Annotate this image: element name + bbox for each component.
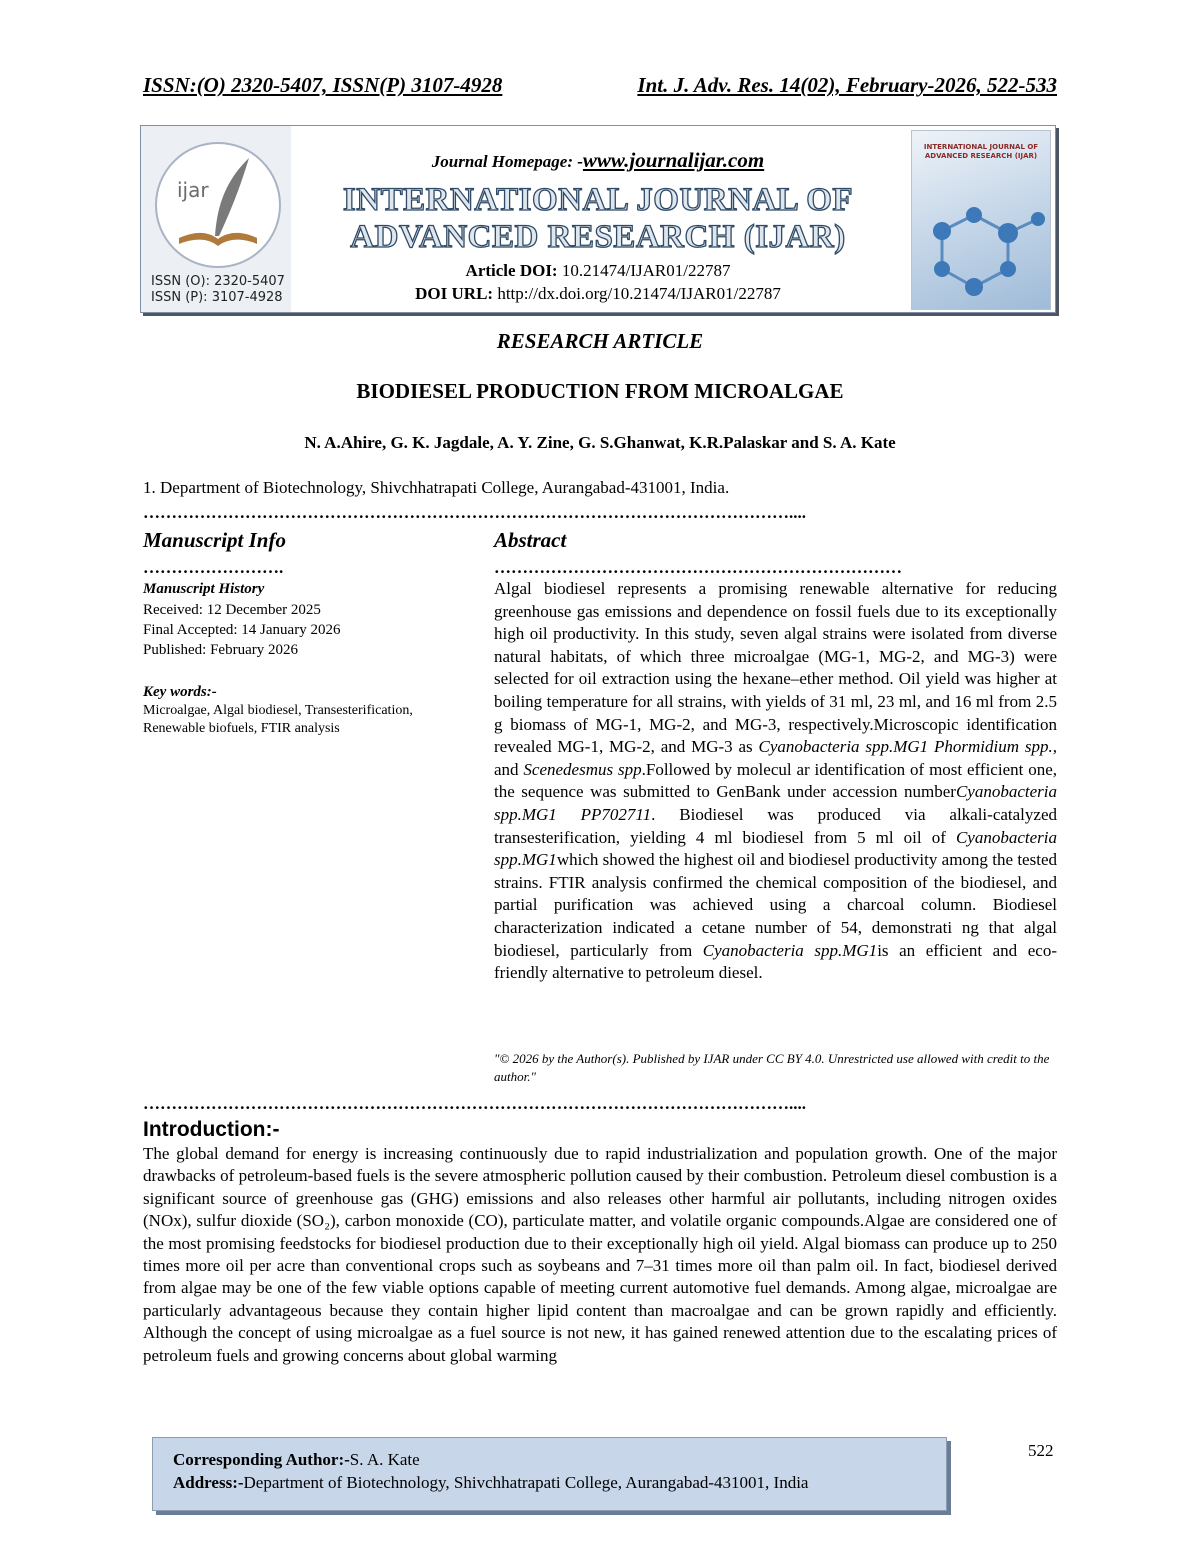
manuscript-history-title: Manuscript History (143, 581, 265, 597)
doi-url (293, 283, 903, 305)
abstract-text: . Biodiesel was produced via alkali-catalyzed transesterification, yielding 4 ml biodiesel from 5 ml oil of (494, 804, 1057, 847)
page-number: 522 (1028, 1441, 1054, 1460)
molecule-icon (912, 191, 1050, 309)
logo-issn-online: ISSN (O): 2320-5407 (151, 274, 285, 289)
cover-title: INTERNATIONAL JOURNAL OF ADVANCED RESEARCH (IJAR) (923, 143, 1039, 160)
journal-cover-thumbnail (911, 130, 1051, 310)
affiliation: 1. Department of Biotechnology, Shivchhatrapati College, Aurangabad-431001, India. (143, 478, 730, 497)
abstract-body (494, 578, 1057, 985)
corresponding-author-box (152, 1437, 947, 1511)
logo-emblem (155, 142, 281, 268)
abstract-text: , and (494, 737, 1057, 779)
paper-title: BIODIESEL PRODUCTION FROM MICROALGAE (356, 379, 844, 403)
doi-label: Article DOI: (465, 261, 558, 280)
author-list: N. A.Ahire, G. K. Jagdale, A. Y. Zine, G. S.Ghanwat, K.R.Palaskar and S. A. Kate (304, 433, 896, 452)
quill-book-icon (157, 144, 279, 266)
doi-url-link[interactable]: http://dx.doi.org/10.21474/IJAR01/22787 (493, 284, 781, 303)
logo-text: ijar (177, 178, 209, 202)
abstract-species: Cyanobacteria spp.MG1 Phormidium spp. (758, 737, 1053, 757)
logo-issn-block (151, 274, 285, 306)
published-date: Published: February 2026 (143, 642, 298, 658)
running-header-citation: Int. J. Adv. Res. 14(02), February-2026, 522-533 (637, 73, 1057, 97)
corresponding-author-label: Corresponding Author:- (173, 1450, 350, 1469)
journal-title-line2: ADVANCED RESEARCH (IJAR) (350, 219, 846, 255)
journal-homepage (293, 148, 903, 174)
manuscript-info-heading: Manuscript Info (143, 528, 286, 552)
manuscript-info-dots: ……………………. (143, 561, 284, 577)
abstract-text: which showed the highest oil and biodiesel productivity among the tested strains. FTIR analysis confirmed the chemical composition of the biodiesel, and partial purification was achieved using a charcoal column. Biodiesel characterization indicated a cetane number of 54, demonstrati ng that algal biodiesel, particularly from (494, 850, 1057, 960)
abstract-text: is an efficient and eco-friendly alternative to petroleum diesel. (494, 940, 1057, 983)
address-value: Department of Biotechnology, Shivchhatrapati College, Aurangabad-431001, India (243, 1473, 809, 1492)
received-date: Received: 12 December 2025 (143, 602, 321, 618)
author-address (173, 1472, 808, 1494)
homepage-link[interactable]: www.journalijar.com (582, 148, 765, 172)
doi-url-label: DOI URL: (415, 284, 494, 303)
abstract-text: Algal biodiesel represents a promising renewable alternative for reducing greenhouse gas emissions and dependence on fossil fuels due to its exceptionally high oil productivity. In this study, seven algal strains were isolated from diverse natural habitats, of which three microalgae (MG-1, MG-2, and MG-3) were selected for oil extraction using the hexane–ether method. Oil yield was higher at boiling temperature for all strains, with yields of 31 ml, 23 ml, and 16 ml from 2.5 g biomass of MG-1, MG-2, and MG-3, respectively.Microscopic identification revealed MG-1, MG-2, and MG-3 as (494, 579, 1057, 757)
homepage-label: Journal Homepage: - (431, 152, 583, 171)
introduction-heading: Introduction:- (143, 1118, 280, 1141)
keywords-title: Key words:- (143, 684, 217, 700)
accepted-date: Final Accepted: 14 January 2026 (143, 622, 341, 638)
journal-title (293, 182, 903, 256)
keywords: Microalgae, Algal biodiesel, Transesterification, Renewable biofuels, FTIR analysis (143, 703, 413, 736)
abstract-heading: Abstract (494, 528, 567, 552)
logo-issn-print: ISSN (P): 3107-4928 (151, 290, 283, 305)
banner-center (293, 126, 903, 312)
dotted-divider-top: …………………………………………………………………………………………………….... (143, 507, 806, 521)
abstract-species: Cyanobacteria spp.MG1 PP702711 (494, 782, 1057, 824)
abstract-species: Scenedesmus spp (523, 759, 642, 779)
abstract-dots: ……………………………………………………………… (494, 561, 902, 577)
journal-banner (140, 125, 1056, 313)
journal-title-line1: INTERNATIONAL JOURNAL OF (342, 182, 854, 218)
introduction-body: The global demand for energy is increasing continuously due to rapid industrialization and population growth. One of the major drawbacks of petroleum-based fuels is the severe atmospheric pollution caused by their combustion. Petroleum diesel combustion is a significant source of greenhouse gas (GHG) emissions and also releases other harmful air pollutants, including nitrogen oxides (NOx), sulfur dioxide (SO₂), carbon monoxide (CO), particulate matter, and volatile organic compounds.Algae are considered one of the most promising feedstocks for biodiesel production due to their exceptionally high oil yield. Algal biomass can produce up to 250 times more oil per acre than conventional crops such as soybeans and 7–31 times more oil than palm oil. In fact, biodiesel derived from algae may be one of the few viable options capable of meeting current automotive fuel demands. Among algae, microalgae are particularly advantageous because they contain higher lipid content than macroalgae and can be grown rapidly and efficiently. Although the concept of using microalgae as a fuel source is not new, it has gained renewed attention due to the escalating prices of petroleum fuels and growing concerns about global warming (143, 1144, 1057, 1365)
corresponding-author (173, 1449, 420, 1471)
abstract-species: Cyanobacteria spp.MG1 (702, 940, 878, 960)
license-notice: "© 2026 by the Author(s). Published by IJAR under CC BY 4.0. Unrestricted use allowed with credit to the author." (494, 1051, 1050, 1084)
abstract-species: Cyanobacteria spp.MG1 (494, 827, 1057, 870)
running-header-issn: ISSN:(O) 2320-5407, ISSN(P) 3107-4928 (143, 73, 503, 97)
abstract-text: .Followed by molecul ar identification of most efficient one, the sequence was submitted to GenBank under accession number (494, 759, 1057, 802)
doi-value: 10.21474/IJAR01/22787 (557, 261, 731, 280)
corresponding-author-name: S. A. Kate (349, 1450, 420, 1469)
article-doi (293, 260, 903, 282)
dotted-divider-bottom: …………………………………………………………………………………………………….... (143, 1098, 806, 1112)
article-type: RESEARCH ARTICLE (496, 329, 704, 353)
address-label: Address:- (173, 1473, 244, 1492)
journal-logo (141, 126, 291, 312)
